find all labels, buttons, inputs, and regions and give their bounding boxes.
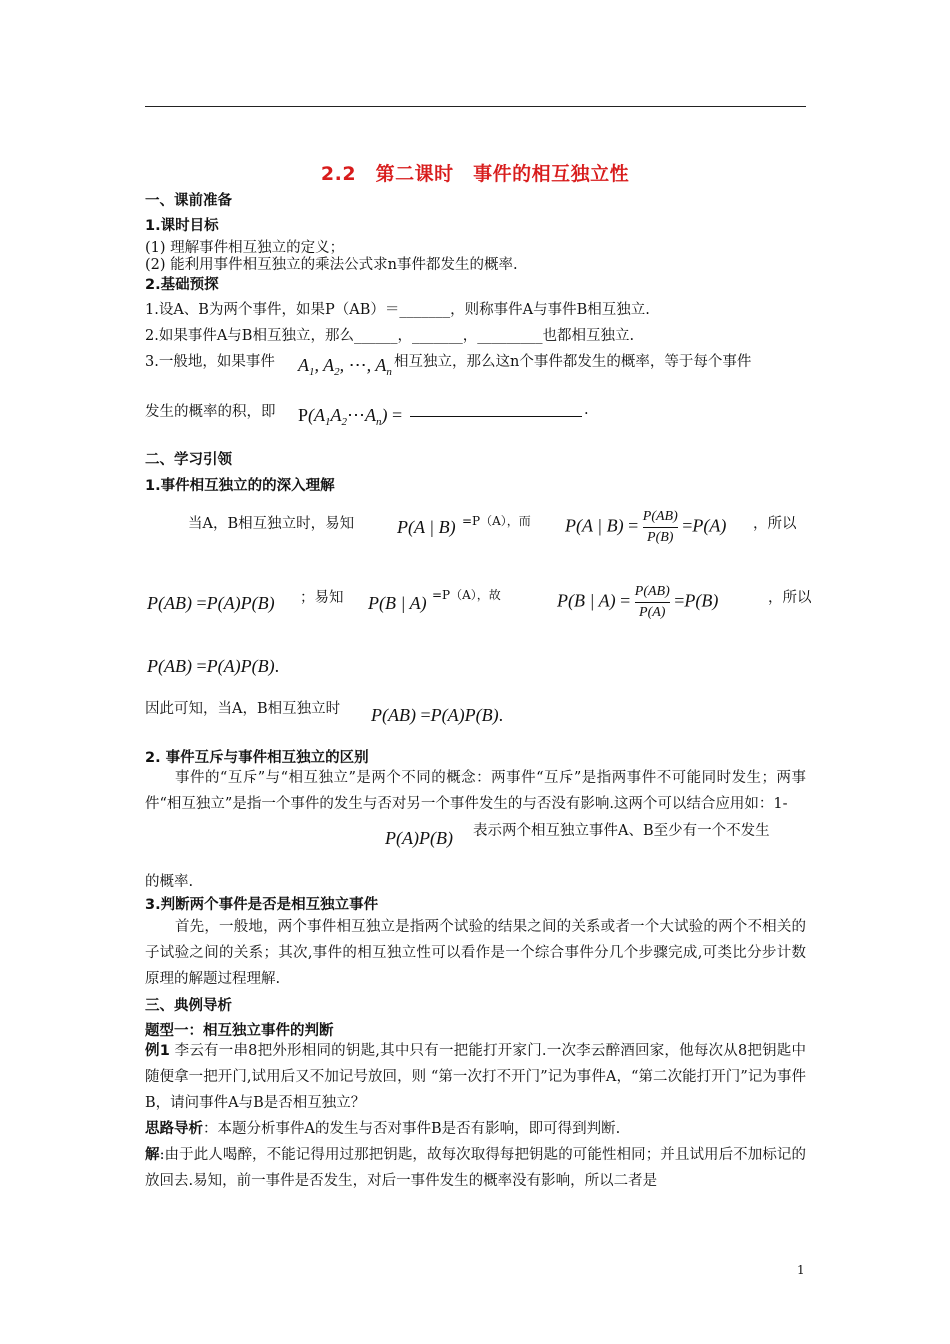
section-heading-2: 二、学习引领 <box>145 452 232 468</box>
goal-1: (1) 理解事件相互独立的定义； <box>145 240 345 256</box>
subheading-deep-understanding: 1.事件相互独立的的深入理解 <box>145 478 335 494</box>
solution-label: 解 <box>145 1147 160 1163</box>
type-heading-1: 题型一：相互独立事件的判断 <box>145 1023 334 1039</box>
goal-heading: 1.课时目标 <box>145 218 219 234</box>
subheading-difference: 2. 事件互斥与事件相互独立的区别 <box>145 750 369 766</box>
paragraph-judgement: 首先，一般地，两个事件相互独立是指两个试验的结果之间的关系或者一个大试验的两个不相关的子试验之间的关系；其次,事件的相互独立性可以看作是一个综合事件分几个步骤完成,可类比分步计数原理的解题过程理解. <box>145 919 806 987</box>
formula-p-b-given-a: P(B | A) <box>368 593 427 613</box>
para2-text-a: ；易知 <box>300 590 344 606</box>
header-rule <box>145 106 806 107</box>
question-3-start: 3.一般地，如果事件 <box>145 354 275 370</box>
formula-product-rule-3: P(AB) =P(A)P(B). <box>371 705 504 725</box>
question-1: 1.设A、B为两个事件，如果P（AB）＝_______，则称事件A与事件B相互独立. <box>145 302 650 318</box>
formula-conditional-b: P(B | A) = $\frac{P(AB)}{P(A)}$ =P(B) <box>557 584 719 620</box>
para5-text-b: 表示两个相互独立事件A、B至少有一个不发生 <box>473 823 770 839</box>
preview-heading: 2.基础预探 <box>145 277 219 293</box>
solution: 解:由于此人喝醉，不能记得用过那把钥匙，故每次取得每把钥匙的可能性相同；并且试用后不加标记的放回去.易知，前一事件是否发生，对后一事件发生的概率没有影响，所以二者是 <box>145 1147 807 1189</box>
section-heading-3: 三、典例导析 <box>145 998 232 1014</box>
formula-p-a-given-b: P(A | B) <box>397 517 456 537</box>
para5-text-c: 的概率. <box>145 874 194 890</box>
thinking-guide: 思路导析：本题分析事件A的发生与否对事件B是否有影响，即可得到判断. <box>145 1121 621 1137</box>
formula-product: $P(A_1A_2\cdots A_n)$ = <box>298 405 403 428</box>
subheading-judgement: 3.判断两个事件是否是相互独立事件 <box>145 897 379 913</box>
para1-text-a: 当A，B相互独立时，易知 <box>188 516 355 532</box>
question-3-middle: 相互独立，那么这n个事件都发生的概率，等于每个事件 <box>394 354 752 370</box>
para1-text-c: ，所以 <box>753 516 797 532</box>
question-3-end: . <box>584 402 589 418</box>
guide-label: 思路导析 <box>145 1121 203 1137</box>
page-number: 1 <box>797 1263 805 1277</box>
example-1: 例1 李云有一串8把外形相同的钥匙,其中只有一把能打开家门.一次李云醉酒回家，他每次从8把钥匙中随便拿一把开门,试用后又不加记号放回，则 “第一次打不开门”记为事件A，“第二次能打开门”记为事件B，请问事件A与B是否相互独立？ <box>145 1043 807 1111</box>
paragraph-mutual-exclusion: 事件的“互斥”与“相互独立”是两个不同的概念：两事件“互斥”是指两事件不可能同时发生；两事件“相互独立”是指一个事件的发生与否对另一个事件发生的与否没有影响.这两个可以结合应用如：1- <box>145 770 806 812</box>
para4-text: 因此可知，当A，B相互独立时 <box>145 701 341 717</box>
page-title: 2.2 第二课时 事件的相互独立性 <box>320 163 630 185</box>
formula-conditional-a: P(A | B) = $\frac{P(AB)}{P(B)}$ =P(A) <box>565 509 727 545</box>
formula-pa-pb: P(A)P(B) <box>385 828 453 848</box>
question-2: 2.如果事件A与B相互独立，那么______，_______，_________也都相互独立. <box>145 328 635 344</box>
example-label: 例1 <box>145 1043 170 1059</box>
answer-blank-line <box>410 416 582 417</box>
formula-events-list: $A_1$, $A_2$, ⋯, $A_n$ <box>298 355 392 378</box>
goal-2: (2) 能利用事件相互独立的乘法公式求n事件都发生的概率. <box>145 257 518 273</box>
para1-text-b: =P（A），而 <box>462 514 531 528</box>
section-heading-1: 一、课前准备 <box>145 193 232 209</box>
para2-text-b: =P（A），故 <box>432 588 501 602</box>
formula-product-rule-1: P(AB) =P(A)P(B) <box>147 593 275 613</box>
para2-text-c: ，所以 <box>768 590 812 606</box>
question-3-cont: 发生的概率的积，即 <box>145 404 276 420</box>
formula-product-rule-2: P(AB) =P(A)P(B). <box>147 656 280 676</box>
